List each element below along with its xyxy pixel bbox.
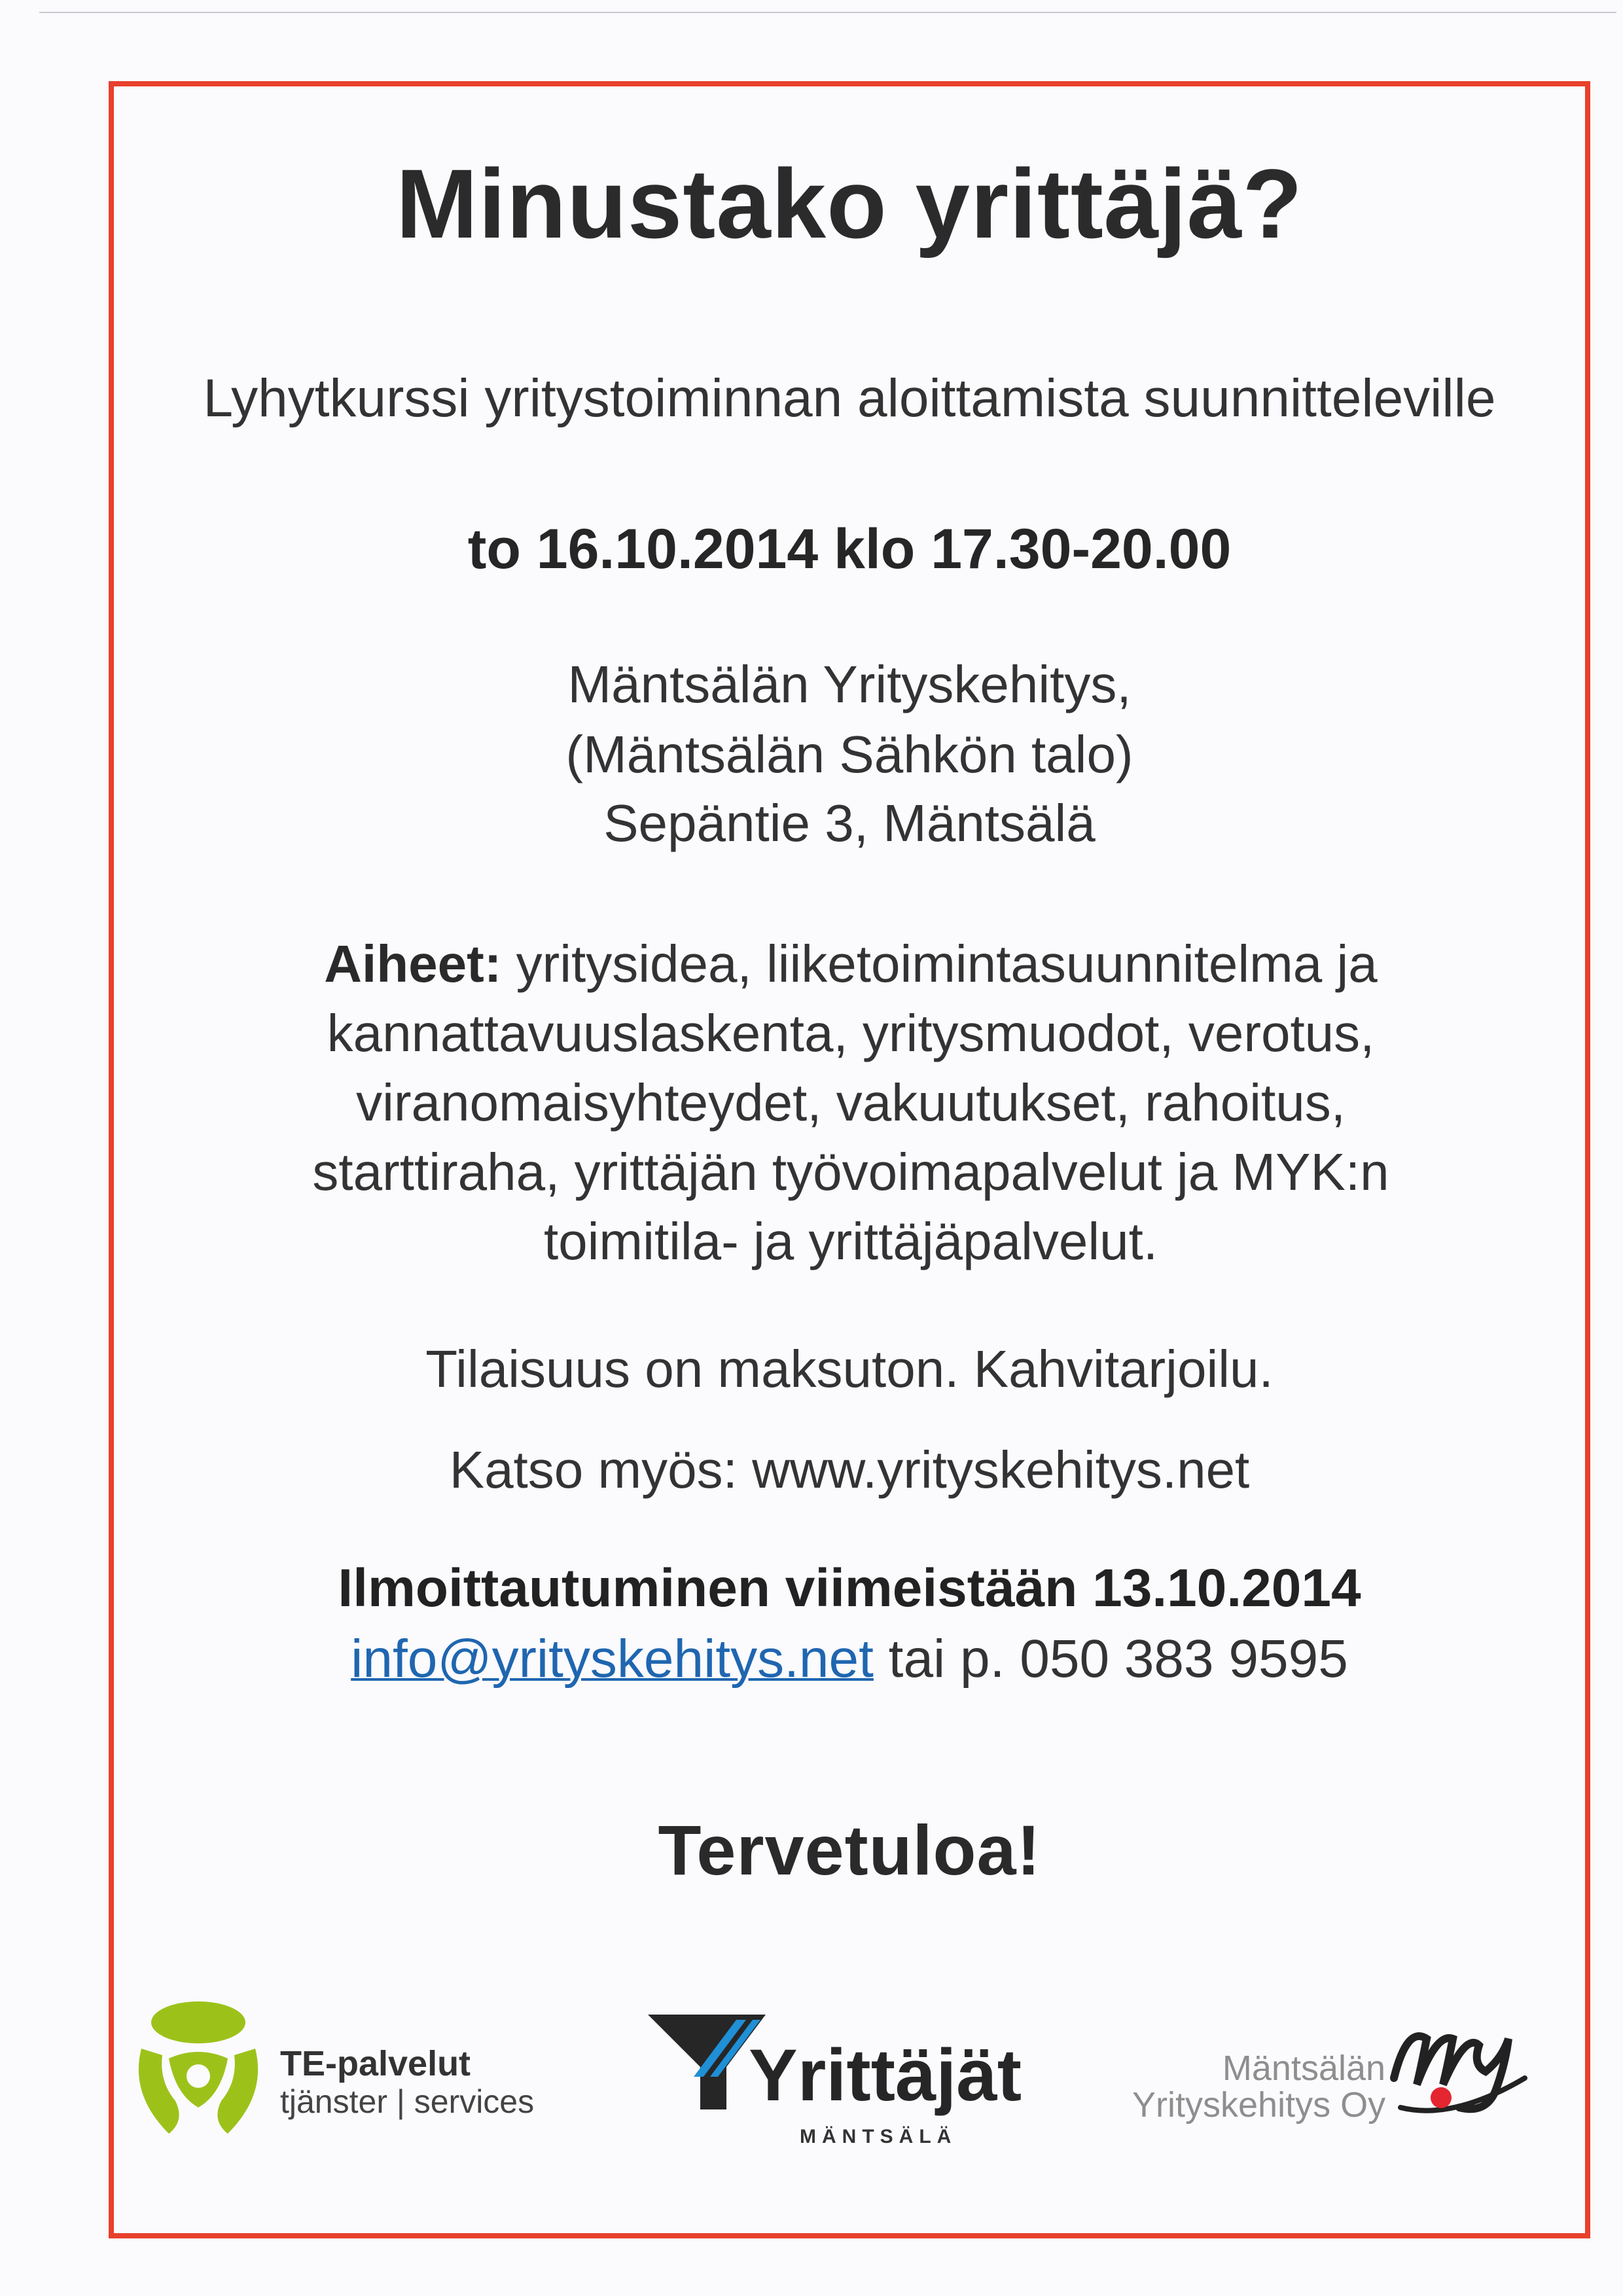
myk-logo-text	[1132, 2050, 1385, 2123]
contact-line	[109, 1628, 1590, 1690]
email-link[interactable]: info@yrityskehitys.net	[351, 1629, 874, 1689]
address-line-1: Mäntsälän Yrityskehitys,	[567, 655, 1132, 713]
topics-text: yritysidea, liiketoimintasuunnitelma ja kannattavuuslaskenta, yritysmuodot, verotus, viranomaisyhteydet, vakuutukset, rahoitus, starttiraha, yrittäjän työvoimapalvelut ja MYK:n toimitila- ja yrittäjäpalvelut.	[312, 935, 1389, 1270]
yrittajat-logo-sub: MÄNTSÄLÄ	[800, 2126, 957, 2147]
see-also-text: Katso myös: www.yrityskehitys.net	[449, 1441, 1250, 1499]
free-event-text: Tilaisuus on maksuton. Kahvitarjoilu.	[425, 1340, 1274, 1398]
yrittajat-logo-text: Yrittäjät	[749, 2034, 1022, 2116]
te-palvelut-name: TE-palvelut	[280, 2044, 471, 2083]
poster-subtitle: Lyhytkurssi yritystoiminnan aloittamista suunnitteleville	[203, 368, 1496, 428]
address-line-3: Sepäntie 3, Mäntsälä	[603, 794, 1096, 852]
myk-line-2: Yrityskehitys Oy	[1132, 2085, 1386, 2125]
te-palvelut-logo-icon	[123, 1996, 274, 2140]
te-palvelut-tagline: tjänster | services	[280, 2083, 535, 2120]
poster-title: Minustako yrittäjä?	[396, 149, 1303, 259]
myk-line-1: Mäntsälän	[1222, 2049, 1386, 2088]
phone-text: tai p. 050 383 9595	[873, 1629, 1348, 1689]
welcome-text: Tervetuloa!	[658, 1810, 1041, 1890]
myk-signature-icon	[1381, 2000, 1551, 2124]
scan-edge-line	[39, 12, 1616, 13]
address-line-2: (Mäntsälän Sähkön talo)	[565, 725, 1133, 783]
topics-paragraph	[236, 929, 1466, 1276]
te-palvelut-logo-text	[280, 2043, 534, 2121]
yrittajat-y-icon	[648, 2015, 766, 2113]
event-datetime: to 16.10.2014 klo 17.30-20.00	[467, 518, 1232, 581]
registration-deadline: Ilmoittautuminen viimeistään 13.10.2014	[338, 1558, 1361, 1618]
topics-label: Aiheet:	[324, 935, 502, 993]
